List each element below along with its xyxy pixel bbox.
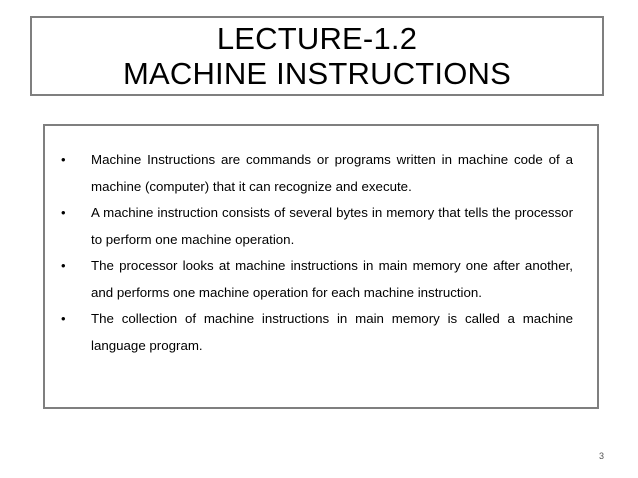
bullet-text: The processor looks at machine instructions in main memory one after another, and performs one machine operation for each machine instruction. [91, 258, 573, 300]
bullet-marker: • [61, 205, 66, 220]
bullet-item [59, 147, 573, 200]
title-line-2: MACHINE INSTRUCTIONS [122, 56, 512, 91]
title-box [30, 16, 604, 96]
content-box [43, 124, 599, 409]
title-line-1: LECTURE-1.2 [216, 21, 418, 56]
bullet-item [59, 306, 573, 359]
bullet-marker: • [61, 152, 66, 167]
bullet-list [59, 147, 573, 359]
bullet-text: The collection of machine instructions in main memory is called a machine language program. [91, 311, 573, 353]
bullet-marker: • [61, 311, 66, 326]
page-number: 3 [598, 451, 604, 461]
bullet-text: Machine Instructions are commands or programs written in machine code of a machine (computer) that it can recognize and execute. [91, 152, 573, 194]
bullet-marker: • [61, 258, 66, 273]
bullet-text: A machine instruction consists of several bytes in memory that tells the processor to perform one machine operation. [91, 205, 573, 247]
bullet-item [59, 253, 573, 306]
bullet-item [59, 200, 573, 253]
